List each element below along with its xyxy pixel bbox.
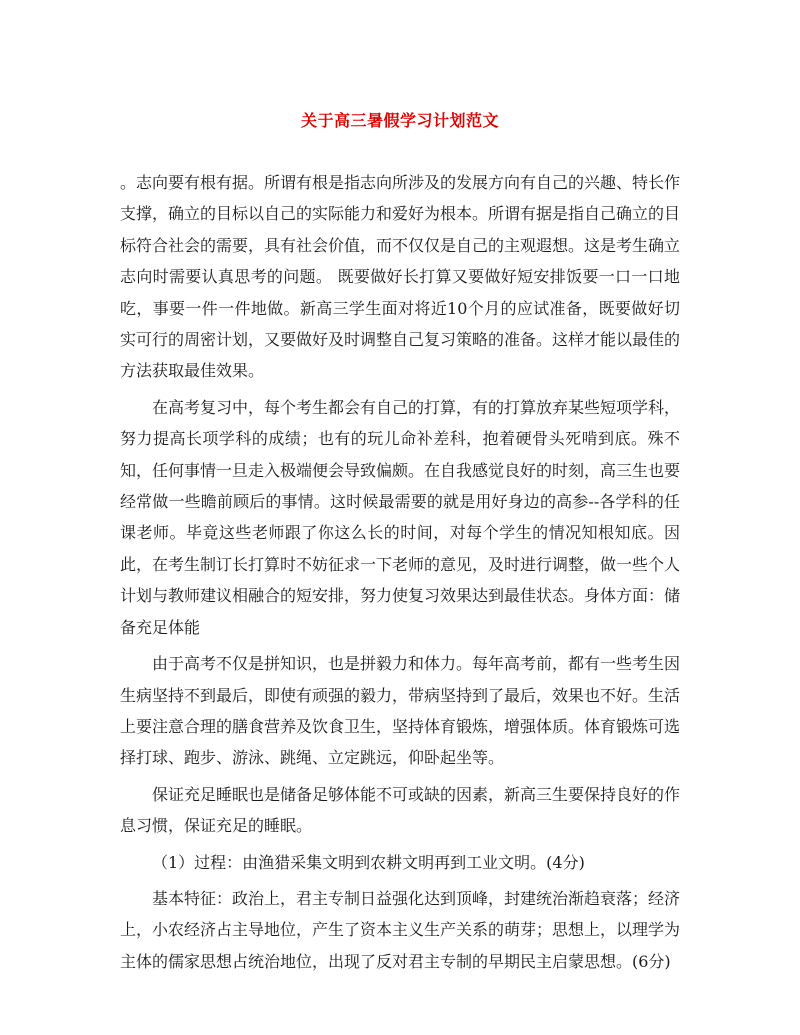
paragraph-4: 保证充足睡眠也是储备足够体能不可或缺的因素，新高三生要保持良好的作息习惯，保证充足的睡眠。 [120,784,681,836]
document-body [120,167,680,977]
paragraph-1: 。志向要有根有据。所谓有根是指志向所涉及的发展方向有自己的兴趣、特长作支撑，确立的目标以自己的实际能力和爱好为根本。所谓有据是指自己确立的目标符合社会的需要，具有社会价值，而不仅仅是自己的主观遐想。这是考生确立志向时需要认真思考的问题。 既要做好长打算又要做好短安排饭要一口一口地吃，事要一件一件地做。新高三学生面对将近10个月的应试准备，既要做好切实可行的周密计划，又要做好及时调整自己复习策略的准备。这样才能以最佳的方法获取最佳效果。 [120,173,681,381]
document-title: 关于高三暑假学习计划范文 [300,111,499,130]
paragraph-5: （1）过程：由渔猎采集文明到农耕文明再到工业文明。(4分) [152,852,585,872]
paragraph-6: 基本特征：政治上，君主专制日益强化达到顶峰，封建统治渐趋衰落；经济上，小农经济占主导地位，产生了资本主义生产关系的萌芽；思想上，以理学为主体的儒家思想占统治地位，出现了反对君主专制的早期民主启蒙思想。(6分) [120,888,681,971]
paragraph-3: 由于高考不仅是拼知识，也是拼毅力和体力。每年高考前，都有一些考生因生病坚持不到最后，即使有顽强的毅力，带病坚持到了最后，效果也不好。生活上要注意合理的膳食营养及饮食卫生，坚持体育锻炼，增强体质。体育锻炼可选择打球、跑步、游泳、跳绳、立定跳远，仰卧起坐等。 [120,654,681,768]
paragraph-2: 在高考复习中，每个考生都会有自己的打算，有的打算放弃某些短项学科，努力提高长项学科的成绩；也有的玩儿命补差科，抱着硬骨头死啃到底。殊不知，任何事情一旦走入极端便会导致偏颇。在自我感觉良好的时刻，高三生也要经常做一些瞻前顾后的事情。这时候最需要的就是用好身边的高参--各学科的任课老师。毕竟这些老师跟了你这么长的时间，对每个学生的情况知根知底。因此，在考生制订长打算时不妨征求一下老师的意见，及时进行调整，做一些个人计划与教师建议相融合的短安排，努力使复习效果达到最佳状态。身体方面：储备充足体能 [120,397,681,637]
